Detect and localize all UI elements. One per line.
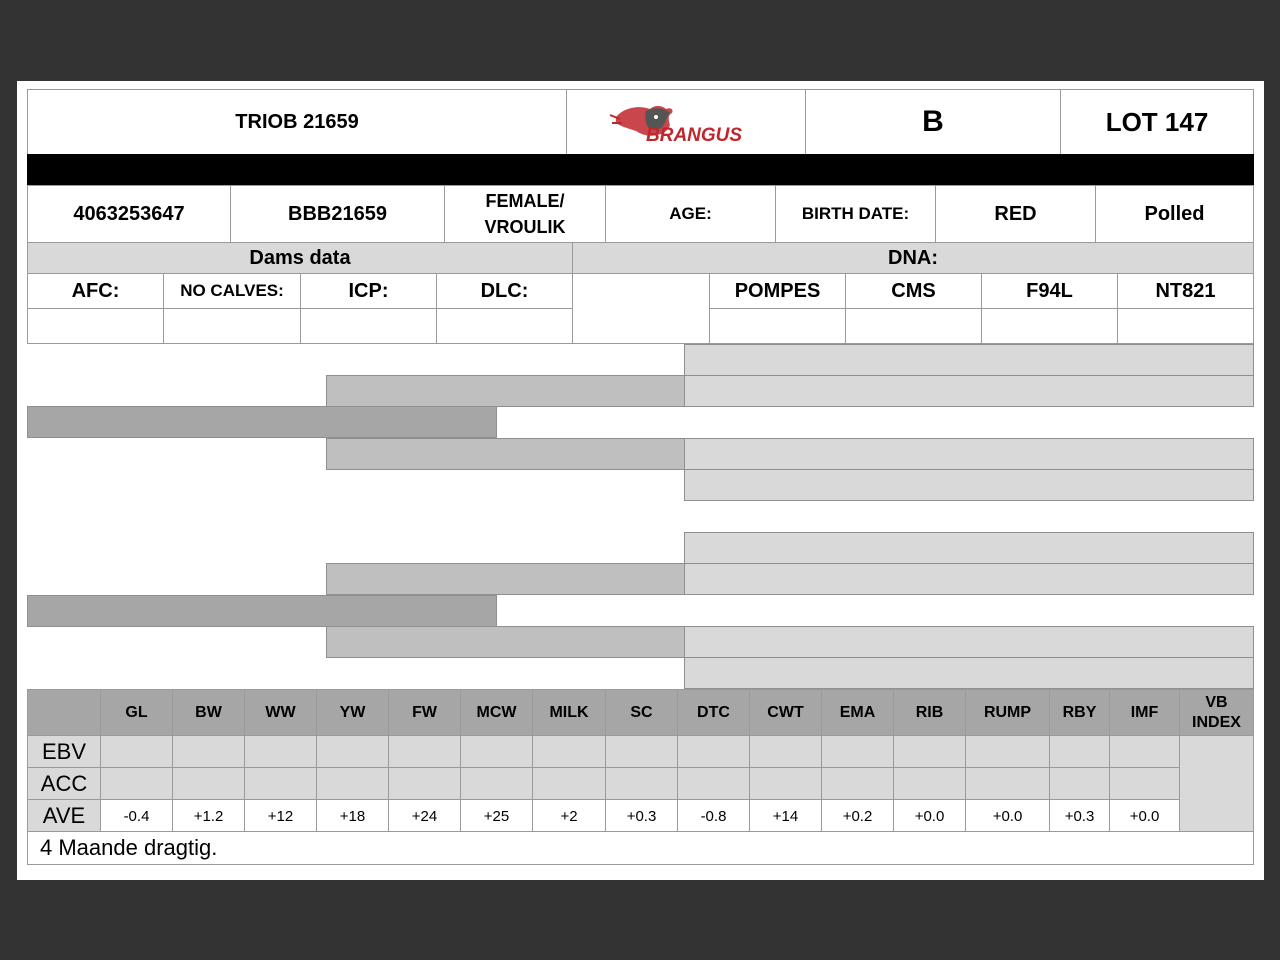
ebv-col-bw: BW: [172, 689, 245, 736]
ave-value-sc: +0.3: [605, 799, 678, 833]
pedigree-ggd-2: [684, 657, 1254, 689]
ebv-cell-imf: [1109, 767, 1180, 800]
pedigree-gs-1: [326, 375, 685, 407]
ave-value-bw: +1.2: [172, 799, 245, 833]
colour: RED: [935, 185, 1096, 243]
dna-col-nt821: NT821: [1117, 273, 1254, 309]
dams-value-no-calves: [163, 308, 301, 344]
dams-col-no-calves: NO CALVES:: [163, 273, 301, 309]
sex: [444, 185, 606, 243]
sex-line-2: VROULIK: [484, 217, 566, 237]
ebv-cell-rib: [893, 767, 966, 800]
dna-col-pompes: POMPES: [709, 273, 846, 309]
ebv-cell-yw: [316, 735, 389, 768]
ebv-cell-ww: [244, 767, 317, 800]
pedigree-ggs-6: [684, 626, 1254, 658]
ave-value-rby: +0.3: [1049, 799, 1110, 833]
ebv-cell-gl: [100, 735, 173, 768]
ebv-cell-bw: [172, 767, 245, 800]
ebv-col-rby: RBY: [1049, 689, 1110, 736]
brangus-logo: [566, 89, 806, 155]
pedigree-dam: [27, 595, 497, 627]
ebv-col-mcw: MCW: [460, 689, 533, 736]
ebv-cell-bw: [172, 735, 245, 768]
ebv-col-gl: GL: [100, 689, 173, 736]
vb-index-line-2: INDEX: [1192, 713, 1241, 731]
ebv-cell-ww: [244, 735, 317, 768]
ebv-cell-sc: [605, 735, 678, 768]
ebv-col-rump: RUMP: [965, 689, 1050, 736]
age-label: AGE:: [605, 185, 776, 243]
ebv-cell-mcw: [460, 735, 533, 768]
dams-value-dlc: [436, 308, 573, 344]
dams-col-dlc: DLC:: [436, 273, 573, 309]
ave-value-fw: +24: [388, 799, 461, 833]
ebv-row-label-ave: AVE: [27, 799, 101, 833]
ebv-cell-ema: [821, 735, 894, 768]
ebv-col-rib: RIB: [893, 689, 966, 736]
ebv-col-vb-index: [1179, 689, 1254, 736]
ebv-col-milk: MILK: [532, 689, 606, 736]
ave-value-cwt: +14: [749, 799, 822, 833]
ebv-cell-gl: [100, 767, 173, 800]
ebv-col-ww: WW: [244, 689, 317, 736]
vb-index-value: [1179, 735, 1254, 833]
ebv-col-cwt: CWT: [749, 689, 822, 736]
dna-value-f94l: [981, 308, 1118, 344]
ebv-cell-milk: [532, 735, 606, 768]
ebv-cell-mcw: [460, 767, 533, 800]
ave-value-milk: +2: [532, 799, 606, 833]
ebv-col-imf: IMF: [1109, 689, 1180, 736]
ebv-cell-rib: [893, 735, 966, 768]
sex-line-1: FEMALE/: [485, 191, 565, 211]
animal-id: TRIOB 21659: [27, 89, 567, 155]
dna-title: DNA:: [572, 242, 1254, 274]
ave-value-ema: +0.2: [821, 799, 894, 833]
dna-value-cms: [845, 308, 982, 344]
ave-value-ww: +12: [244, 799, 317, 833]
pedigree-gs-2: [326, 563, 685, 595]
svg-text:BRANGUS: BRANGUS: [646, 125, 743, 146]
ebv-cell-ema: [821, 767, 894, 800]
ebv-cell-rby: [1049, 767, 1110, 800]
black-band: [27, 154, 1254, 186]
pedigree-ggs-2: [684, 375, 1254, 407]
ebv-cell-rby: [1049, 735, 1110, 768]
dna-col-f94l: F94L: [981, 273, 1118, 309]
ebv-cell-rump: [965, 735, 1050, 768]
dna-col-cms: CMS: [845, 273, 982, 309]
ebv-cell-sc: [605, 767, 678, 800]
lot-number: LOT 147: [1060, 89, 1254, 155]
bull-head-icon: [606, 97, 766, 147]
ebv-cell-dtc: [677, 735, 750, 768]
ebv-cell-rump: [965, 767, 1050, 800]
dna-blank-cell: [572, 273, 710, 344]
ebv-corner: [27, 689, 101, 736]
note: 4 Maande dragtig.: [27, 831, 1254, 865]
ebv-col-dtc: DTC: [677, 689, 750, 736]
animal-card: [17, 81, 1264, 880]
ebv-row-label-acc: ACC: [27, 767, 101, 800]
ebv-cell-fw: [388, 767, 461, 800]
ave-value-gl: -0.4: [100, 799, 173, 833]
ave-value-dtc: -0.8: [677, 799, 750, 833]
pedigree-gd-2: [326, 626, 685, 658]
dna-value-nt821: [1117, 308, 1254, 344]
dams-value-icp: [300, 308, 437, 344]
ebv-col-fw: FW: [388, 689, 461, 736]
ebv-cell-dtc: [677, 767, 750, 800]
ebv-cell-imf: [1109, 735, 1180, 768]
pedigree-ggs-3: [684, 438, 1254, 470]
ave-value-imf: +0.0: [1109, 799, 1180, 833]
pedigree-gd-1: [326, 438, 685, 470]
ave-value-rump: +0.0: [965, 799, 1050, 833]
ebv-cell-milk: [532, 767, 606, 800]
grade-letter: B: [805, 89, 1061, 155]
ave-value-yw: +18: [316, 799, 389, 833]
ebv-cell-cwt: [749, 767, 822, 800]
pedigree-ggd-1: [684, 469, 1254, 501]
ebv-cell-fw: [388, 735, 461, 768]
dams-col-afc: AFC:: [27, 273, 164, 309]
pedigree-ggs-5: [684, 563, 1254, 595]
ebv-col-yw: YW: [316, 689, 389, 736]
ebv-row-label-ebv: EBV: [27, 735, 101, 768]
ave-value-mcw: +25: [460, 799, 533, 833]
birth-date-label: BIRTH DATE:: [775, 185, 936, 243]
ebv-cell-yw: [316, 767, 389, 800]
pedigree-ggs-4: [684, 532, 1254, 564]
herd-code: BBB21659: [230, 185, 445, 243]
pedigree-ggs-1: [684, 344, 1254, 376]
registration-number: 4063253647: [27, 185, 231, 243]
vb-index-line-1: VB: [1205, 693, 1228, 711]
ebv-cell-cwt: [749, 735, 822, 768]
dams-col-icp: ICP:: [300, 273, 437, 309]
dna-value-pompes: [709, 308, 846, 344]
dams-value-afc: [27, 308, 164, 344]
ave-value-rib: +0.0: [893, 799, 966, 833]
ebv-col-sc: SC: [605, 689, 678, 736]
pedigree-sire: [27, 406, 497, 438]
horn-status: Polled: [1095, 185, 1254, 243]
dams-data-title: Dams data: [27, 242, 573, 274]
ebv-col-ema: EMA: [821, 689, 894, 736]
